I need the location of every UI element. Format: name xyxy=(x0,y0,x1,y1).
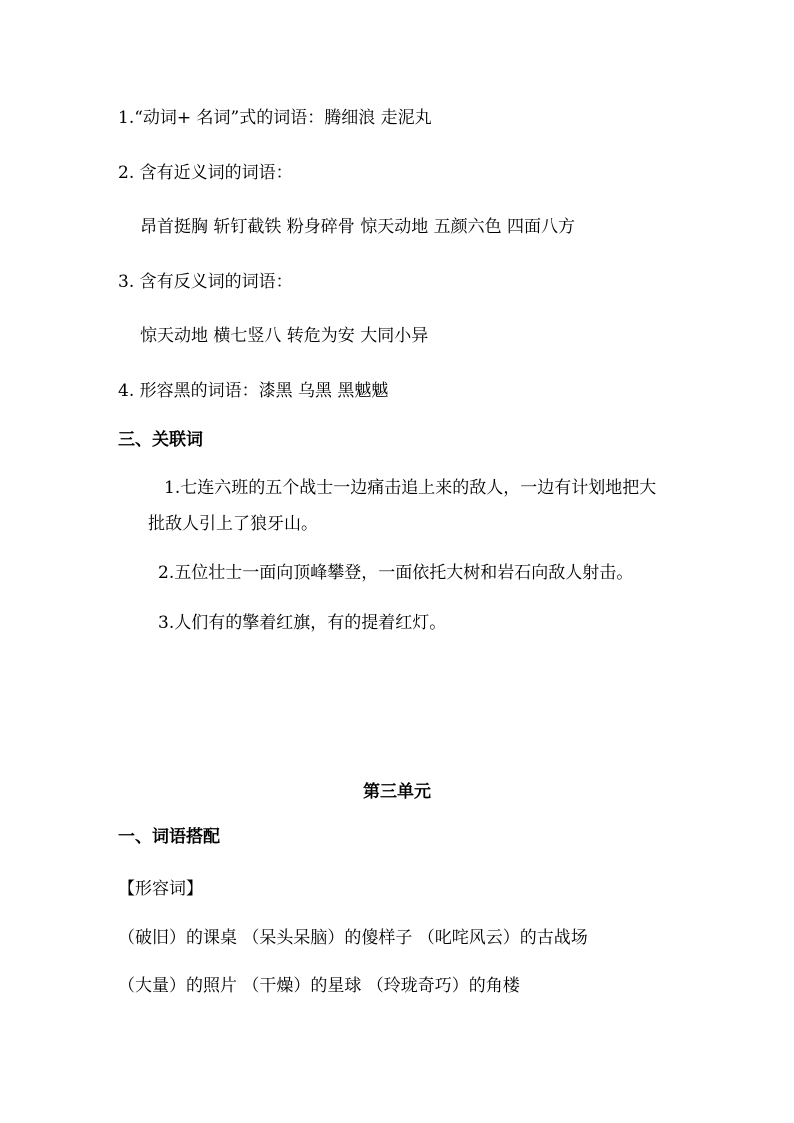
list-item-verb-noun: 1.“动词+ 名词”式的词语：腾细浪 走泥丸 xyxy=(118,108,432,128)
adjective-row-2: （大量）的照片 （干燥）的星球 （玲珑奇巧）的角楼 xyxy=(118,976,520,996)
section-heading-conjunctions: 三、关联词 xyxy=(118,430,203,450)
list-item-synonyms: 2. 含有近义词的词语： xyxy=(118,163,293,183)
section-heading-word-pairing: 一、词语搭配 xyxy=(118,827,220,847)
list-item-black-words: 4. 形容黑的词语：漆黑 乌黑 黑魆魆 xyxy=(118,381,389,401)
adjective-row-1: （破旧）的课桌 （呆头呆脑）的傻样子 （叱咤风云）的古战场 xyxy=(118,928,588,948)
conjunction-sentence-1-line-1: 1.七连六班的五个战士一边痛击追上来的敌人，一边有计划地把大 xyxy=(164,478,657,498)
unit-title: 第三单元 xyxy=(363,782,431,802)
list-item-antonyms: 3. 含有反义词的词语： xyxy=(118,272,293,292)
conjunction-sentence-1-line-2: 批敌人引上了狼牙山。 xyxy=(148,514,318,534)
subheading-adjectives: 【形容词】 xyxy=(118,879,203,899)
conjunction-sentence-2: 2.五位壮士一面向顶峰攀登，一面依托大树和岩石向敌人射击。 xyxy=(158,563,634,583)
antonym-words: 惊天动地 横七竖八 转危为安 大同小异 xyxy=(140,326,429,346)
conjunction-sentence-3: 3.人们有的擎着红旗，有的提着红灯。 xyxy=(158,613,447,633)
synonym-words: 昂首挺胸 斩钉截铁 粉身碎骨 惊天动地 五颜六色 四面八方 xyxy=(140,217,576,237)
